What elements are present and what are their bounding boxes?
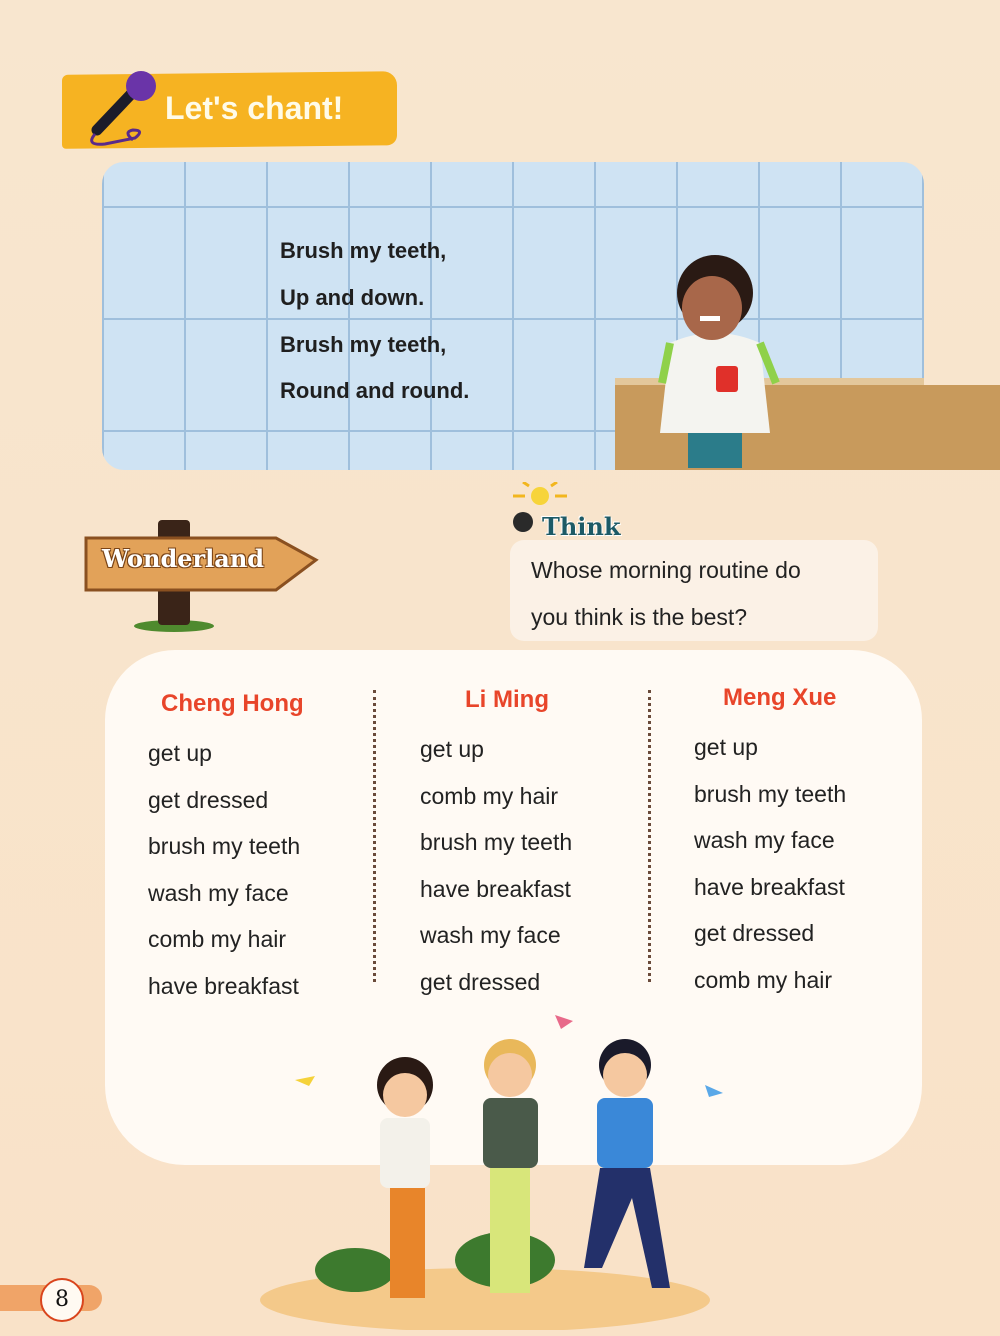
think-question-line: you think is the best?: [531, 604, 748, 630]
routine-item: brush my teeth: [148, 833, 301, 859]
routine-item: get up: [148, 740, 212, 766]
column-divider: [648, 690, 651, 982]
column-name: Li Ming: [465, 686, 549, 713]
children-walking-illustration: [255, 1010, 735, 1330]
routine-item: get dressed: [148, 786, 269, 813]
routine-item: brush my teeth: [694, 780, 847, 807]
routine-item: get up: [420, 736, 484, 762]
routine-item: brush my teeth: [420, 829, 573, 855]
column-name: Meng Xue: [723, 684, 837, 711]
routine-item: wash my face: [694, 827, 835, 853]
routine-item: wash my face: [420, 922, 561, 948]
routine-item: comb my hair: [420, 782, 559, 809]
column-name: Cheng Hong: [161, 690, 304, 717]
chant-line: Brush my teeth,: [280, 238, 447, 263]
wooden-signpost-icon: [82, 518, 322, 633]
routine-item: wash my face: [148, 879, 289, 906]
girl-brushing-teeth-illustration: [650, 238, 780, 468]
think-question-line: Whose morning routine do: [531, 557, 801, 583]
routine-column-meng-xue: [694, 684, 846, 1003]
routine-item: get dressed: [694, 920, 815, 946]
chant-line: Brush my teeth,: [280, 332, 447, 357]
routine-item: get dressed: [420, 968, 541, 995]
routine-item: have breakfast: [148, 972, 299, 999]
routine-item: comb my hair: [694, 966, 833, 993]
section-title: Let's chant!: [165, 90, 344, 126]
routine-item: have breakfast: [420, 875, 571, 902]
routine-column-li-ming: [420, 686, 572, 1005]
wonderland-label: Wonderland: [102, 544, 265, 573]
column-divider: [373, 690, 376, 982]
chant-line: Round and round.: [280, 378, 470, 403]
page-number: 8: [40, 1278, 84, 1322]
routine-item: have breakfast: [694, 873, 845, 900]
routine-item: comb my hair: [148, 926, 287, 952]
chant-line: Up and down.: [280, 285, 425, 310]
think-label: Think: [542, 512, 621, 541]
routine-column-cheng-hong: [148, 690, 304, 1009]
routine-item: get up: [694, 734, 758, 760]
microphone-icon: [85, 68, 160, 148]
